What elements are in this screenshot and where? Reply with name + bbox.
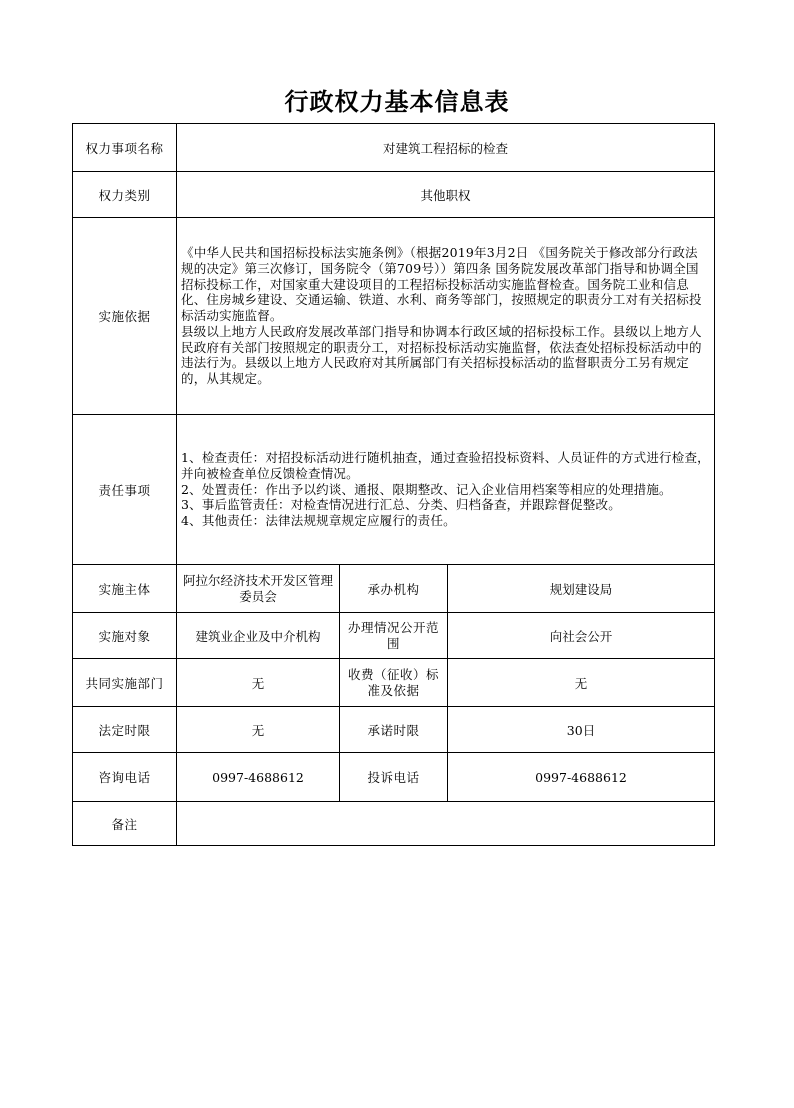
promised-deadline-label: 承诺时限 (340, 707, 448, 753)
complaint-phone-value: 0997-4688612 (448, 753, 715, 802)
subject-label: 实施主体 (73, 565, 177, 613)
table-row (73, 218, 715, 415)
basis-text (177, 218, 715, 415)
promised-deadline-value: 30日 (448, 707, 715, 753)
table-row (73, 613, 715, 659)
basis-paragraph: 《中华人民共和国招标投标法实施条例》（根据2019年3月2日 《国务院关于修改部分行政法规的决定》第三次修订，国务院令（第709号））第四条 国务院发展改革部门指导和协调全国招标投标工作，对国家重大建设项目的工程招标投标活动实施监督检查。国务院工业和信息化、住房城乡建设、交通运输、铁道、水利、商务等部门，按照规定的职责分工对有关招标投标活动实施监督。 (181, 244, 702, 324)
responsibility-item: 3、事后监管责任：对检查情况进行汇总、分类、归档备查，并跟踪督促整改。 (181, 497, 621, 513)
category-value: 其他职权 (177, 172, 715, 218)
consult-phone-value: 0997-4688612 (177, 753, 340, 802)
disclosure-value: 向社会公开 (448, 613, 715, 659)
page-title: 行政权力基本信息表 (284, 87, 510, 116)
name-value: 对建筑工程招标的检查 (177, 124, 715, 172)
disclosure-label-text: 办理情况公开范围 (347, 619, 439, 651)
name-label: 权力事项名称 (73, 124, 177, 172)
responsibility-text (177, 415, 715, 565)
subject-value-text: 阿拉尔经济技术开发区管理委员会 (183, 572, 334, 604)
basis-paragraph: 县级以上地方人民政府发展改革部门指导和协调本行政区域的招标投标工作。县级以上地方人民政府有关部门按照规定的职责分工，对招标投标活动实施监督，依法查处招标投标活动中的违法行为。县级以上地方人民政府对其所属部门有关招标投标活动的监督职责分工另有规定的，从其规定。 (181, 323, 702, 387)
disclosure-label (340, 613, 448, 659)
category-label: 权力类别 (73, 172, 177, 218)
table-row (73, 802, 715, 846)
agency-label: 承办机构 (340, 565, 448, 613)
responsibility-item: 1、检查责任：对招投标活动进行随机抽查，通过查验招投标资料、人员证件的方式进行检查，并向被检查单位反馈检查情况。 (181, 450, 710, 481)
info-table (72, 123, 715, 846)
table-row (73, 172, 715, 218)
complaint-phone-label: 投诉电话 (340, 753, 448, 802)
legal-deadline-value: 无 (177, 707, 340, 753)
fee-value: 无 (448, 659, 715, 707)
subject-value (177, 565, 340, 613)
table-row (73, 753, 715, 802)
basis-label: 实施依据 (73, 218, 177, 415)
responsibility-item: 4、其他责任：法律法规规章规定应履行的责任。 (181, 513, 456, 529)
consult-phone-label: 咨询电话 (73, 753, 177, 802)
joint-dept-label: 共同实施部门 (73, 659, 177, 707)
responsibility-item: 2、处置责任：作出予以约谈、通报、限期整改、记入企业信用档案等相应的处理措施。 (181, 481, 672, 497)
joint-dept-value: 无 (177, 659, 340, 707)
table-row (73, 124, 715, 172)
table-row (73, 707, 715, 753)
table-row (73, 565, 715, 613)
responsibility-label: 责任事项 (73, 415, 177, 565)
legal-deadline-label: 法定时限 (73, 707, 177, 753)
remark-label: 备注 (73, 802, 177, 846)
target-value: 建筑业企业及中介机构 (177, 613, 340, 659)
fee-label-text: 收费（征收）标准及依据 (347, 666, 439, 698)
table-row (73, 415, 715, 565)
agency-value: 规划建设局 (448, 565, 715, 613)
table-row (73, 659, 715, 707)
remark-value (177, 802, 715, 846)
fee-label (340, 659, 448, 707)
target-label: 实施对象 (73, 613, 177, 659)
